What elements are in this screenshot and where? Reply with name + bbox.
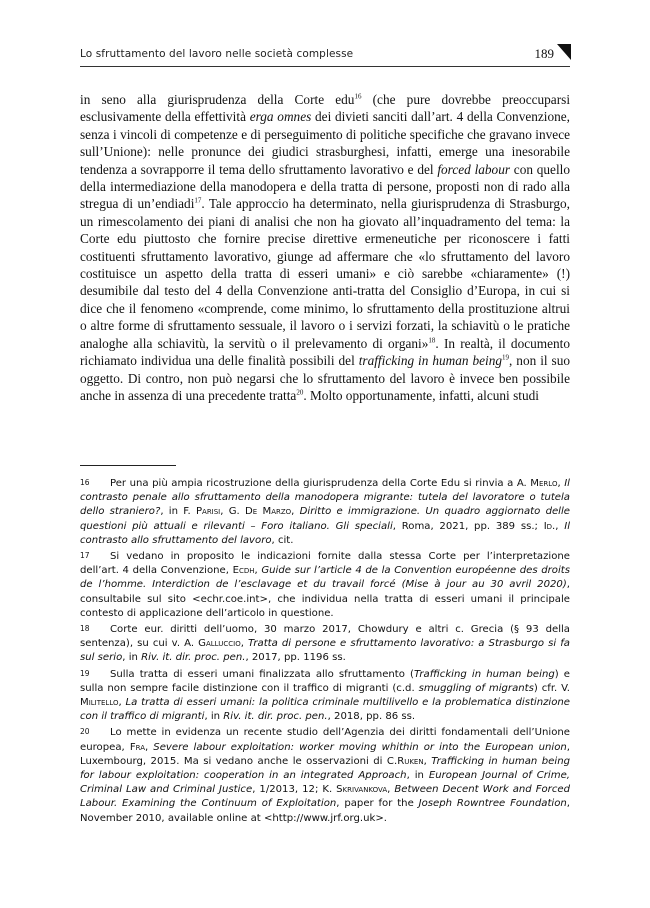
header-divider <box>80 66 570 67</box>
footnote-ref-20[interactable]: 20 <box>296 388 304 397</box>
footnote-16: 16 Per una più ampia ricostruzione della giurisprudenza della Corte Edu si rinvia a A. Merlo, Il contrasto penale allo sfruttamento della manodopera migrante: tutela del lavoratore o tutela dello straniero?, in F. Parisi, G. De Marzo, Diritto e immigrazione. Un quadro aggiornato delle questioni più attuali e rilevanti – Foro italiano. Gli speciali, Roma, 2021, pp. 389 ss.; Id., Il contrasto allo sfruttamento del lavoro, cit. <box>80 478 570 546</box>
footnote-18: 18 Corte eur. diritti dell’uomo, 30 marzo 2017, Chowdury e altri c. Grecia (§ 93 della sentenza), su cui v. A. Galluccio, Tratta di persone e sfruttamento lavorativo: a Strasburgo si fa sul serio, in Riv. it. dir. proc. pen., 2017, pp. 1196 ss. <box>80 624 570 664</box>
footnote-separator <box>80 465 176 466</box>
corner-triangle-icon <box>557 44 571 60</box>
footnote-19: 19 Sulla tratta di esseri umani finalizzata allo sfruttamento (Trafficking in human being) e sulla non sempre facile distinzione con il traffico di migranti (c.d. smuggling of migrants) cfr. V. Militello, La tratta di esseri umani: la politica criminale multilivello e la problematica distinzione con il traffico di migranti, in Riv. it. dir. proc. pen., 2018, pp. 86 ss. <box>80 668 571 723</box>
footnote-ref-18[interactable]: 18 <box>428 336 436 345</box>
main-paragraph: in seno alla giurisprudenza della Corte edu$^{16}$ (che pure dovrebbe preoccuparsi esclusivamente della effettività erga omnes dei divieti sanciti dall’art. 4 della Convenzione, senza i vincoli di competenze e di perseguimento di politiche specifiche che gravano invece sull’Unione): nelle pronunce dei giudici strasburghesi, infatti, emerge una inesorabile tendenza a sovrapporre il tema dello sfruttamento lavorativo e del forced labour con quello della intermediazione della manodopera e della tratta di persone, proposti non di rado alla stregua di un’endiadi$^{17}$. Tale approccio ha determinato, nella giurisprudenza di Strasburgo, un rimescolamento dei piani di analisi che non ha giovato all’inquadramento del tema: la Corte edu piuttosto che fornire precise direttive ermeneutiche per riconoscere i fatti costituenti sfruttamento lavorativo, giunge ad affermare che «lo sfruttamento del lavoro costituisce un aspetto della tratta di esseri umani» e ciò sarebbe «chiaramente» (!) desumibile dal testo del 4 della Convenzione anti-tratta del Consiglio d’Europa, in cui si dice che il fenomeno «comprende, come minimo, lo sfruttamento della prostituzione altrui o altre forme di sfruttamento sessuale, il lavoro o i servizi forzati, la schiavitù o le pratiche analoghe alla schiavitù, la servitù o il prelevamento di organi»$^{18}$. In realtà, il documento richiamato individua una delle finalità possibili del trafficking in human being$^{19}$, non il suo oggetto. Di contro, non può negarsi che lo sfruttamento del lavoro è invece ben possibile anche in assenza di una precedente tratta$^{20}$. Molto opportunamente, infatti, alcuni studi <box>80 92 571 403</box>
footnote-20: 20 Lo mette in evidenza un recente studio dell’Agenzia dei diritti fondamentali dell’Unione europea, Fra, Severe labour exploitation: worker moving whithin or into the European union, Luxembourg, 2015. Ma si vedano anche le osservazioni di C.Ruken, Trafficking in human being for labour exploitation: cooperation in an integrated Approach, in European Journal of Crime, Criminal Law and Criminal Justice, 1/2013, 12; K. Skrivankova, Between Decent Work and Forced Labour. Examining the Continuum of Exploitation, paper for the Joseph Rowntree Foundation, November 2010, available online at <http://www.jrf.org.uk>. <box>80 727 571 824</box>
footnote-17: 17 Si vedano in proposito le indicazioni fornite dalla stessa Corte per l’interpretazione dell’art. 4 della Convenzione, Ecdh, Guide sur l’article 4 de la Convention européenne des droits de l’homme. Interdiction de l’esclavage et du travail forcé (Mise à jour au 30 avril 2020), consultabile sul sito <echr.coe.int>, che individua nella tratta di esseri umani il principale contesto di applicazione dell’articolo in questione. <box>80 551 571 619</box>
footnote-ref-19[interactable]: 19 <box>502 353 510 362</box>
footnote-ref-17[interactable]: 17 <box>194 197 202 206</box>
footnotes-block <box>80 477 570 828</box>
footnote-ref-16[interactable]: 16 <box>354 92 362 101</box>
page-number: 189 <box>534 46 554 61</box>
running-head-title: Lo sfruttamento del lavoro nelle società complesse <box>80 48 354 60</box>
